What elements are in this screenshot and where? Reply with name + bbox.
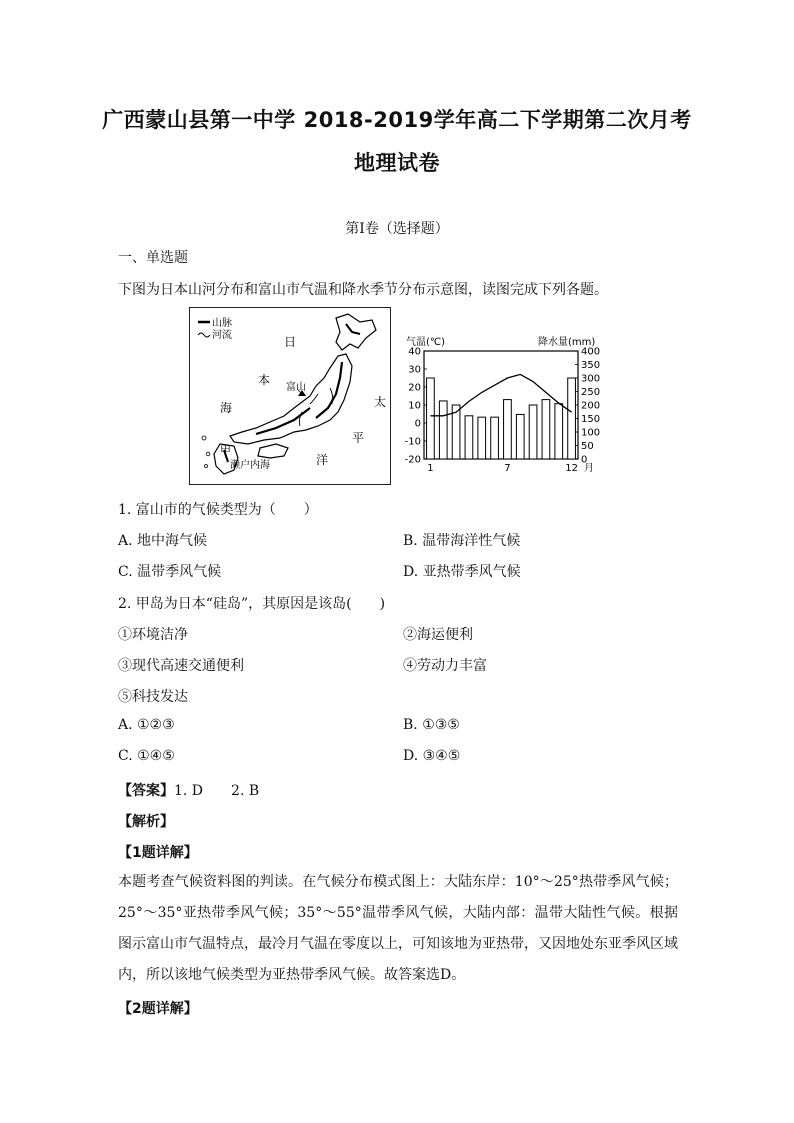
climate-chart <box>400 333 610 493</box>
q2-item-5: ⑤科技发达 <box>118 689 188 705</box>
label-hai: 海 <box>220 401 233 415</box>
shikoku-island <box>258 444 288 458</box>
precip-bar <box>529 405 537 459</box>
intro-text: 下图为日本山河分布和富山市气温和降水季节分布示意图，读图完成下列各题。 <box>118 282 608 298</box>
precip-bar <box>439 401 447 459</box>
precip-tick-label: 50 <box>581 441 594 452</box>
label-toyama: 富山 <box>286 382 306 393</box>
temp-tick-label: -20 <box>404 454 421 466</box>
x-axis-label: 月 <box>584 463 594 474</box>
answer-text: 1. D 2. B <box>174 783 260 799</box>
temp-tick-label: 20 <box>408 382 421 394</box>
label-ben: 本 <box>258 373 271 387</box>
q2-option-c[interactable]: C. ①④⑤ <box>118 748 175 764</box>
precip-bar <box>478 417 486 459</box>
answer-row <box>118 780 259 800</box>
precip-bar <box>465 416 473 459</box>
q2-item-4: ④劳动力丰富 <box>403 658 487 674</box>
precip-tick-label: 200 <box>581 400 601 412</box>
q2-item-2: ②海运便利 <box>403 627 473 643</box>
precip-bar <box>491 417 499 459</box>
precip-bar <box>568 378 576 459</box>
temp-tick-label: -10 <box>404 436 421 448</box>
label-ping: 平 <box>352 431 365 445</box>
q2-item-1: ①环境洁净 <box>118 627 188 643</box>
q2-option-b[interactable]: B. ①③⑤ <box>403 717 460 733</box>
detail1-label: 【1题详解】 <box>118 845 198 861</box>
label-ri: 日 <box>284 335 297 349</box>
small-island <box>206 452 210 456</box>
temperature-curve <box>430 374 571 415</box>
small-island <box>202 436 206 440</box>
detail2-label: 【2题详解】 <box>118 1001 198 1017</box>
japan-map-figure <box>189 307 391 485</box>
precip-bars <box>427 378 576 459</box>
q2-item-3: ③现代高速交通便利 <box>118 658 244 674</box>
precip-axis-label: 降水量(mm) <box>538 337 596 348</box>
precip-tick-label: 400 <box>581 346 601 358</box>
climate-chart-svg <box>400 333 610 493</box>
precip-tick-label: 150 <box>581 414 601 425</box>
analysis-label: 【解析】 <box>118 814 174 830</box>
q2-option-d[interactable]: D. ③④⑤ <box>403 748 461 764</box>
detail1-paragraph: 本题考查气候资料图的判读。在气候分布模式图上：大陆东岸：10°～25°热带季风气候；25°～35°亚热带季风气候；35°～55°温带季风气候，大陆内部：温带大陆性气候。根据图示富山市气温特点，最冷月气温在零度以上，可知该地为亚热带，又因地处东亚季风区域内，所以该地气候类型为亚热带季风气候。故答案选D。 <box>118 874 678 983</box>
temp-tick-label: 30 <box>408 364 421 376</box>
precip-bar <box>504 400 512 459</box>
precip-tick-group <box>575 347 600 466</box>
exam-title-line1: 广西蒙山县第一中学 2018-2019学年高二下学期第二次月考 <box>102 108 692 132</box>
q1-stem: 1. 富山市的气候类型为（ ） <box>118 502 318 518</box>
precip-tick-label: 300 <box>581 373 601 385</box>
temp-tick-label: 10 <box>408 400 421 412</box>
part-title: 一、单选题 <box>118 250 188 266</box>
precip-bar <box>542 400 550 459</box>
x-tick-label: 1 <box>427 463 434 474</box>
section-title: 第I卷（选择题） <box>345 221 449 237</box>
legend-mountain-label: 山脉 <box>212 318 232 329</box>
small-island <box>205 465 208 468</box>
label-seto-inland-sea: 濑户内海 <box>230 460 270 471</box>
precip-tick-label: 0 <box>581 454 588 466</box>
temp-axis-label: 气温(℃) <box>406 337 446 348</box>
q1-option-d[interactable]: D. 亚热带季风气候 <box>403 564 521 580</box>
x-tick-label: 12 <box>565 463 578 474</box>
precip-bar <box>427 378 435 459</box>
x-tick-label: 7 <box>504 463 511 474</box>
exam-title-line2: 地理试卷 <box>354 151 440 175</box>
temp-tick-label: 40 <box>408 346 421 358</box>
q2-option-a[interactable]: A. ①②③ <box>118 717 175 733</box>
label-tai: 太 <box>374 395 387 409</box>
legend-river-symbol <box>198 333 210 337</box>
precip-tick-label: 100 <box>581 427 601 439</box>
precip-tick-label: 350 <box>581 360 601 371</box>
q2-stem: 2. 甲岛为日本“硅岛”，其原因是该岛( ) <box>118 596 386 612</box>
q1-option-c[interactable]: C. 温带季风气候 <box>118 564 222 580</box>
q1-option-b[interactable]: B. 温带海洋性气候 <box>403 533 521 549</box>
x-tick-group <box>427 463 578 474</box>
temp-tick-label: 0 <box>414 418 421 430</box>
japan-map-svg <box>190 308 390 484</box>
precip-tick-label: 250 <box>581 387 601 398</box>
label-jia: 甲 <box>220 444 231 457</box>
q1-option-a[interactable]: A. 地中海气候 <box>118 533 208 549</box>
label-yang: 洋 <box>316 453 329 467</box>
precip-bar <box>555 404 563 459</box>
answer-label: 【答案】 <box>118 783 174 799</box>
precip-bar <box>516 414 524 459</box>
legend-river-label: 河流 <box>212 330 232 341</box>
